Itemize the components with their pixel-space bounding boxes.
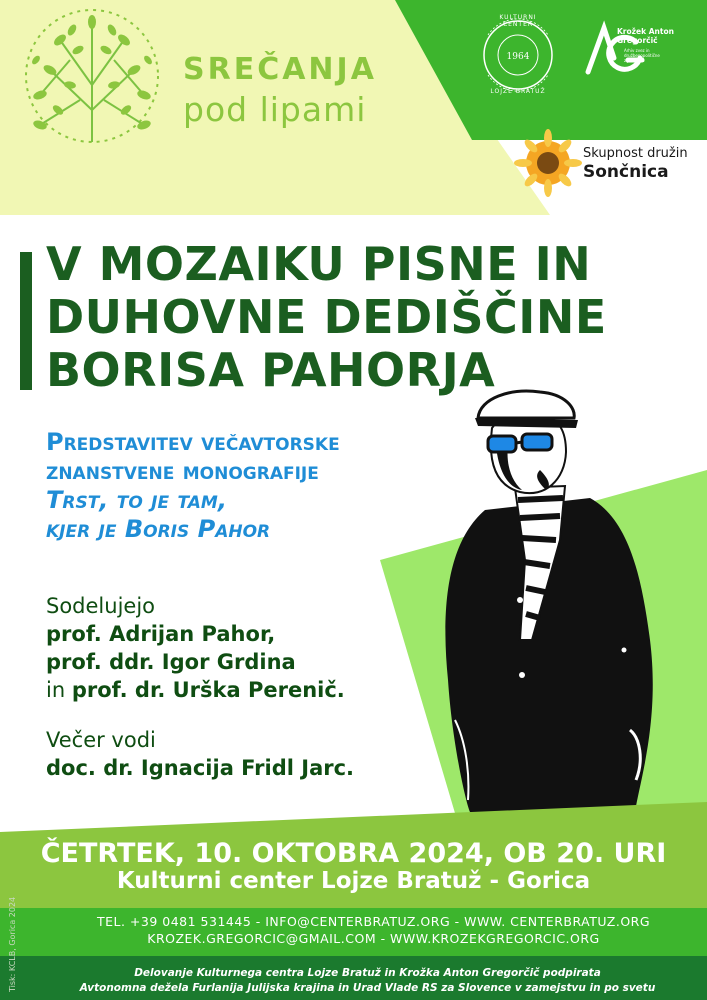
soncnica-logo-line2: Sončnica: [583, 162, 669, 182]
kulturni-center-name-top: KULTURNI CENTER: [499, 14, 537, 28]
host-name: doc. dr. Ignacija Fridl Jarc.: [46, 756, 355, 780]
event-date: ČETRTEK, 10. OKTOBRA 2024, OB 20. URI: [40, 838, 667, 869]
kulturni-center-logo-text-bottom: [484, 88, 552, 95]
participant-3: prof. dr. Urška Perenič.: [71, 678, 345, 702]
participants: [46, 592, 354, 782]
kulturni-center-logo-text: [484, 14, 552, 28]
event-headline: [46, 238, 686, 397]
contact-line1: TEL. +39 0481 531445 - INFO@CENTERBRATUZ.ORG - WWW. CENTERBRATUZ.ORG: [96, 914, 651, 929]
series-title-line1: SREČANJA: [183, 52, 377, 87]
headline-line3: BORISA PAHORJA: [46, 343, 496, 397]
kulturni-center-name-bottom: LOJZE BRATUŽ: [490, 88, 546, 95]
contact-line2: KROZEK.GREGORCIC@GMAIL.COM - WWW.KROZEKGREGORCIC.ORG: [147, 931, 600, 946]
participant-1: prof. Adrijan Pahor,: [46, 622, 276, 646]
participant-3-prefix: in: [46, 678, 72, 702]
kulturni-center-year: 1964: [506, 52, 530, 62]
headline-line2: DUHOVNE DEDIŠČINE: [46, 290, 607, 344]
subtitle-line1: Predstavitev večavtorske: [46, 428, 340, 456]
book-title-line1: Trst, to je tam,: [46, 486, 227, 514]
krozek-logo-name: Krožek Anton Gregorčič: [617, 27, 674, 45]
subtitle-line2: znanstvene monografije: [46, 457, 319, 485]
participants-label: Sodelujejo: [46, 594, 156, 618]
event-subtitle: [46, 428, 340, 544]
support-line2: Avtonomna dežela Furlanija Julijska krajina in Urad Vlade RS za Slovence v zamejstvu in po svetu: [79, 982, 656, 994]
participant-2: prof. ddr. Igor Grdina: [46, 650, 296, 674]
soncnica-logo-line1: Skupnost družin: [583, 146, 688, 161]
krozek-logo-tagline: Arhiv zvez in družbenopolitične zgodovine: [624, 48, 660, 63]
host-label: Večer vodi: [46, 728, 156, 752]
headline-accent-bar: [20, 252, 32, 390]
series-title-line2: pod lipami: [183, 90, 367, 129]
book-title-line2: kjer je Boris Pahor: [46, 515, 271, 543]
print-note: Tisk: KCLB, Gorica 2024: [8, 896, 17, 992]
headline-line1: V MOZAIKU PISNE IN: [46, 237, 592, 291]
event-venue: Kulturni center Lojze Bratuž - Gorica: [116, 868, 591, 894]
support-line1: Delovanje Kulturnega centra Lojze Bratuž in Krožka Anton Gregorčič podpirata: [134, 967, 601, 979]
boris-pahor-illustration: [445, 391, 652, 812]
